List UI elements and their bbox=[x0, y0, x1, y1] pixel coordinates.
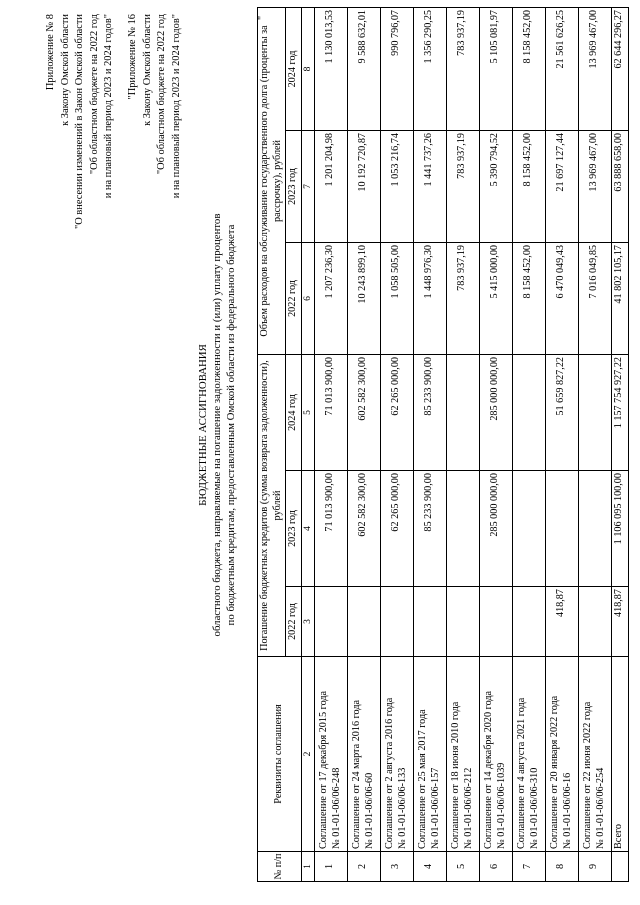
amount-cell: 21 697 127,44 bbox=[545, 130, 578, 242]
year-header: 2022 год bbox=[286, 242, 302, 354]
agreement-requisites bbox=[413, 657, 446, 852]
total-value: 1 157 754 927,22 bbox=[611, 354, 628, 470]
amount-cell: 5 390 794,52 bbox=[479, 130, 512, 242]
amount-cell: 8 158 452,00 bbox=[512, 7, 545, 130]
table-row bbox=[314, 7, 347, 881]
agreement-date: Соглашение от 25 мая 2017 года bbox=[417, 709, 428, 849]
table-row bbox=[545, 7, 578, 881]
year-header: 2023 год bbox=[286, 471, 302, 587]
amount-cell: 10 192 720,87 bbox=[347, 130, 380, 242]
amount-cell: 1 130 013,53 bbox=[314, 7, 347, 130]
total-label: Всего bbox=[611, 657, 628, 852]
row-number: 3 bbox=[380, 852, 413, 882]
agreement-date: Соглашение от 18 июня 2010 года bbox=[450, 701, 461, 849]
closing-quote: " bbox=[257, 15, 268, 20]
amount-cell: 85 233 900,00 bbox=[413, 471, 446, 587]
amount-cell: 285 000 000,00 bbox=[479, 354, 512, 470]
agreement-requisites bbox=[347, 657, 380, 852]
agreement-requisites bbox=[380, 657, 413, 852]
amount-cell: 783 937,19 bbox=[446, 242, 479, 354]
agreement-requisites bbox=[545, 657, 578, 852]
amount-cell bbox=[512, 587, 545, 657]
amount-cell: 602 582 300,00 bbox=[347, 354, 380, 470]
amount-cell: 8 158 452,00 bbox=[512, 130, 545, 242]
agreement-number: № 01-01-06/06-157 bbox=[429, 767, 441, 849]
table-row bbox=[380, 7, 413, 881]
appendix-8-line: Приложение № 8 bbox=[45, 14, 56, 91]
year-header: 2024 год bbox=[286, 7, 302, 130]
amount-cell bbox=[413, 587, 446, 657]
amount-cell bbox=[578, 471, 611, 587]
amount-cell bbox=[347, 587, 380, 657]
table-row bbox=[446, 7, 479, 881]
amount-cell: 6 470 049,43 bbox=[545, 242, 578, 354]
appendix-8-header bbox=[44, 14, 117, 229]
appendix-8-line: "О внесении изменений в Закон Омской области bbox=[74, 14, 86, 229]
agreement-number: № 01-01-06/06-16 bbox=[561, 772, 573, 849]
amount-cell bbox=[380, 587, 413, 657]
column-header-debt-service: Объем расходов на обслуживание государственного долга (проценты за рассрочку), рублей bbox=[258, 7, 286, 354]
amount-cell: 5 415 000,00 bbox=[479, 242, 512, 354]
row-number: 4 bbox=[413, 852, 446, 882]
column-number: 5 bbox=[301, 354, 314, 470]
amount-cell: 51 659 827,22 bbox=[545, 354, 578, 470]
total-value: 62 644 296,27 bbox=[611, 7, 628, 130]
agreement-date: Соглашение от 4 августа 2021 года bbox=[516, 697, 527, 849]
amount-cell: 1 441 737,26 bbox=[413, 130, 446, 242]
agreement-date: Соглашение от 22 июня 2022 года bbox=[582, 701, 593, 849]
row-number: 2 bbox=[347, 852, 380, 882]
agreement-number: № 01-01-06/06-254 bbox=[594, 767, 606, 849]
amount-cell: 1 201 204,98 bbox=[314, 130, 347, 242]
table-row bbox=[512, 7, 545, 881]
agreement-number: № 01-01-06/06-60 bbox=[363, 772, 375, 849]
total-value: 418,87 bbox=[611, 587, 628, 657]
column-number: 1 bbox=[301, 852, 314, 882]
agreement-requisites bbox=[512, 657, 545, 852]
appendix-16-line: "Об областном бюджете на 2022 год bbox=[156, 14, 168, 175]
appendix-8-line: "Об областном бюджете на 2022 год bbox=[88, 14, 100, 175]
table-row bbox=[413, 7, 446, 881]
amount-cell: 602 582 300,00 bbox=[347, 471, 380, 587]
row-number: 7 bbox=[512, 852, 545, 882]
column-number: 2 bbox=[301, 657, 314, 852]
year-header: 2024 год bbox=[286, 354, 302, 470]
column-number: 6 bbox=[301, 242, 314, 354]
agreement-number: № 01-01-06/06-212 bbox=[462, 767, 474, 849]
agreement-number: № 01-01-06/06-248 bbox=[330, 767, 342, 849]
amount-cell bbox=[314, 587, 347, 657]
agreement-number: № 01-01-06/06-310 bbox=[528, 767, 540, 849]
total-number-cell bbox=[611, 852, 628, 882]
agreement-date: Соглашение от 24 марта 2016 года bbox=[351, 699, 362, 849]
document-title bbox=[196, 125, 238, 725]
amount-cell: 85 233 900,00 bbox=[413, 354, 446, 470]
amount-cell: 990 796,07 bbox=[380, 7, 413, 130]
total-value: 41 802 105,17 bbox=[611, 242, 628, 354]
amount-cell: 783 937,19 bbox=[446, 7, 479, 130]
agreement-requisites bbox=[314, 657, 347, 852]
column-header-number: № п/п bbox=[258, 852, 302, 882]
agreement-requisites bbox=[446, 657, 479, 852]
amount-cell: 1 448 976,30 bbox=[413, 242, 446, 354]
appendix-16-header bbox=[126, 14, 184, 198]
amount-cell: 418,87 bbox=[545, 587, 578, 657]
table-row bbox=[578, 7, 611, 881]
title-line: БЮДЖЕТНЫЕ АССИГНОВАНИЯ bbox=[197, 344, 209, 506]
amount-cell: 10 243 899,10 bbox=[347, 242, 380, 354]
title-line: областного бюджета, направляемые на погашение задолженности и (или) уплату процентов bbox=[211, 213, 223, 637]
amount-cell: 783 937,19 bbox=[446, 130, 479, 242]
agreement-date: Соглашение от 20 января 2022 года bbox=[549, 695, 560, 849]
appendix-8-line: и на плановый период 2023 и 2024 годов" bbox=[103, 14, 115, 199]
amount-cell bbox=[446, 354, 479, 470]
year-header: 2022 год bbox=[286, 587, 302, 657]
amount-cell bbox=[446, 471, 479, 587]
amount-cell: 13 969 467,00 bbox=[578, 7, 611, 130]
row-number: 9 bbox=[578, 852, 611, 882]
column-number: 7 bbox=[301, 130, 314, 242]
total-value: 63 888 658,00 bbox=[611, 130, 628, 242]
amount-cell: 21 561 626,25 bbox=[545, 7, 578, 130]
amount-cell: 9 588 632,01 bbox=[347, 7, 380, 130]
amount-cell: 71 013 900,00 bbox=[314, 354, 347, 470]
appendix-16-line: и на плановый период 2023 и 2024 годов" bbox=[170, 14, 182, 199]
column-number: 3 bbox=[301, 587, 314, 657]
amount-cell: 7 016 049,85 bbox=[578, 242, 611, 354]
amount-cell: 5 105 081,97 bbox=[479, 7, 512, 130]
amount-cell bbox=[446, 587, 479, 657]
table-row bbox=[347, 7, 380, 881]
column-number: 4 bbox=[301, 471, 314, 587]
amount-cell: 8 158 452,00 bbox=[512, 242, 545, 354]
agreement-date: Соглашение от 14 декабря 2020 года bbox=[483, 690, 494, 849]
amount-cell: 1 053 216,74 bbox=[380, 130, 413, 242]
amount-cell: 62 265 000,00 bbox=[380, 354, 413, 470]
appendix-8-line: к Закону Омской области bbox=[59, 14, 71, 126]
year-header: 2023 год bbox=[286, 130, 302, 242]
amount-cell: 62 265 000,00 bbox=[380, 471, 413, 587]
table-body bbox=[314, 7, 611, 881]
agreement-number: № 01-01-06/06-133 bbox=[396, 767, 408, 849]
agreement-date: Соглашение от 2 августа 2016 года bbox=[384, 697, 395, 849]
row-number: 1 bbox=[314, 852, 347, 882]
allocations-table bbox=[257, 7, 629, 882]
row-number: 8 bbox=[545, 852, 578, 882]
agreement-requisites bbox=[479, 657, 512, 852]
column-header-repayment: Погашение бюджетных кредитов (сумма возврата задолженности), рублей bbox=[258, 354, 286, 656]
amount-cell bbox=[512, 354, 545, 470]
amount-cell bbox=[545, 471, 578, 587]
agreement-requisites bbox=[578, 657, 611, 852]
appendix-16-line: "Приложение № 16 bbox=[127, 14, 138, 100]
amount-cell bbox=[578, 354, 611, 470]
amount-cell bbox=[512, 471, 545, 587]
amount-cell: 13 969 467,00 bbox=[578, 130, 611, 242]
column-number: 8 bbox=[301, 7, 314, 130]
amount-cell: 1 207 236,30 bbox=[314, 242, 347, 354]
amount-cell: 1 058 505,00 bbox=[380, 242, 413, 354]
table-row bbox=[479, 7, 512, 881]
appendix-16-line: к Закону Омской области bbox=[141, 14, 153, 126]
amount-cell: 285 000 000,00 bbox=[479, 471, 512, 587]
agreement-date: Соглашение от 17 декабря 2015 года bbox=[318, 690, 329, 849]
amount-cell bbox=[578, 587, 611, 657]
total-row bbox=[611, 7, 628, 881]
amount-cell bbox=[479, 587, 512, 657]
column-header-requisites: Реквизиты соглашения bbox=[258, 657, 302, 852]
title-line: по бюджетным кредитам, предоставленным Омской области из федерального бюджета bbox=[225, 224, 237, 626]
amount-cell: 1 356 290,25 bbox=[413, 7, 446, 130]
total-value: 1 106 095 100,00 bbox=[611, 471, 628, 587]
amount-cell: 71 013 900,00 bbox=[314, 471, 347, 587]
agreement-number: № 01-01-06/06-1039 bbox=[495, 762, 507, 849]
row-number: 6 bbox=[479, 852, 512, 882]
row-number: 5 bbox=[446, 852, 479, 882]
